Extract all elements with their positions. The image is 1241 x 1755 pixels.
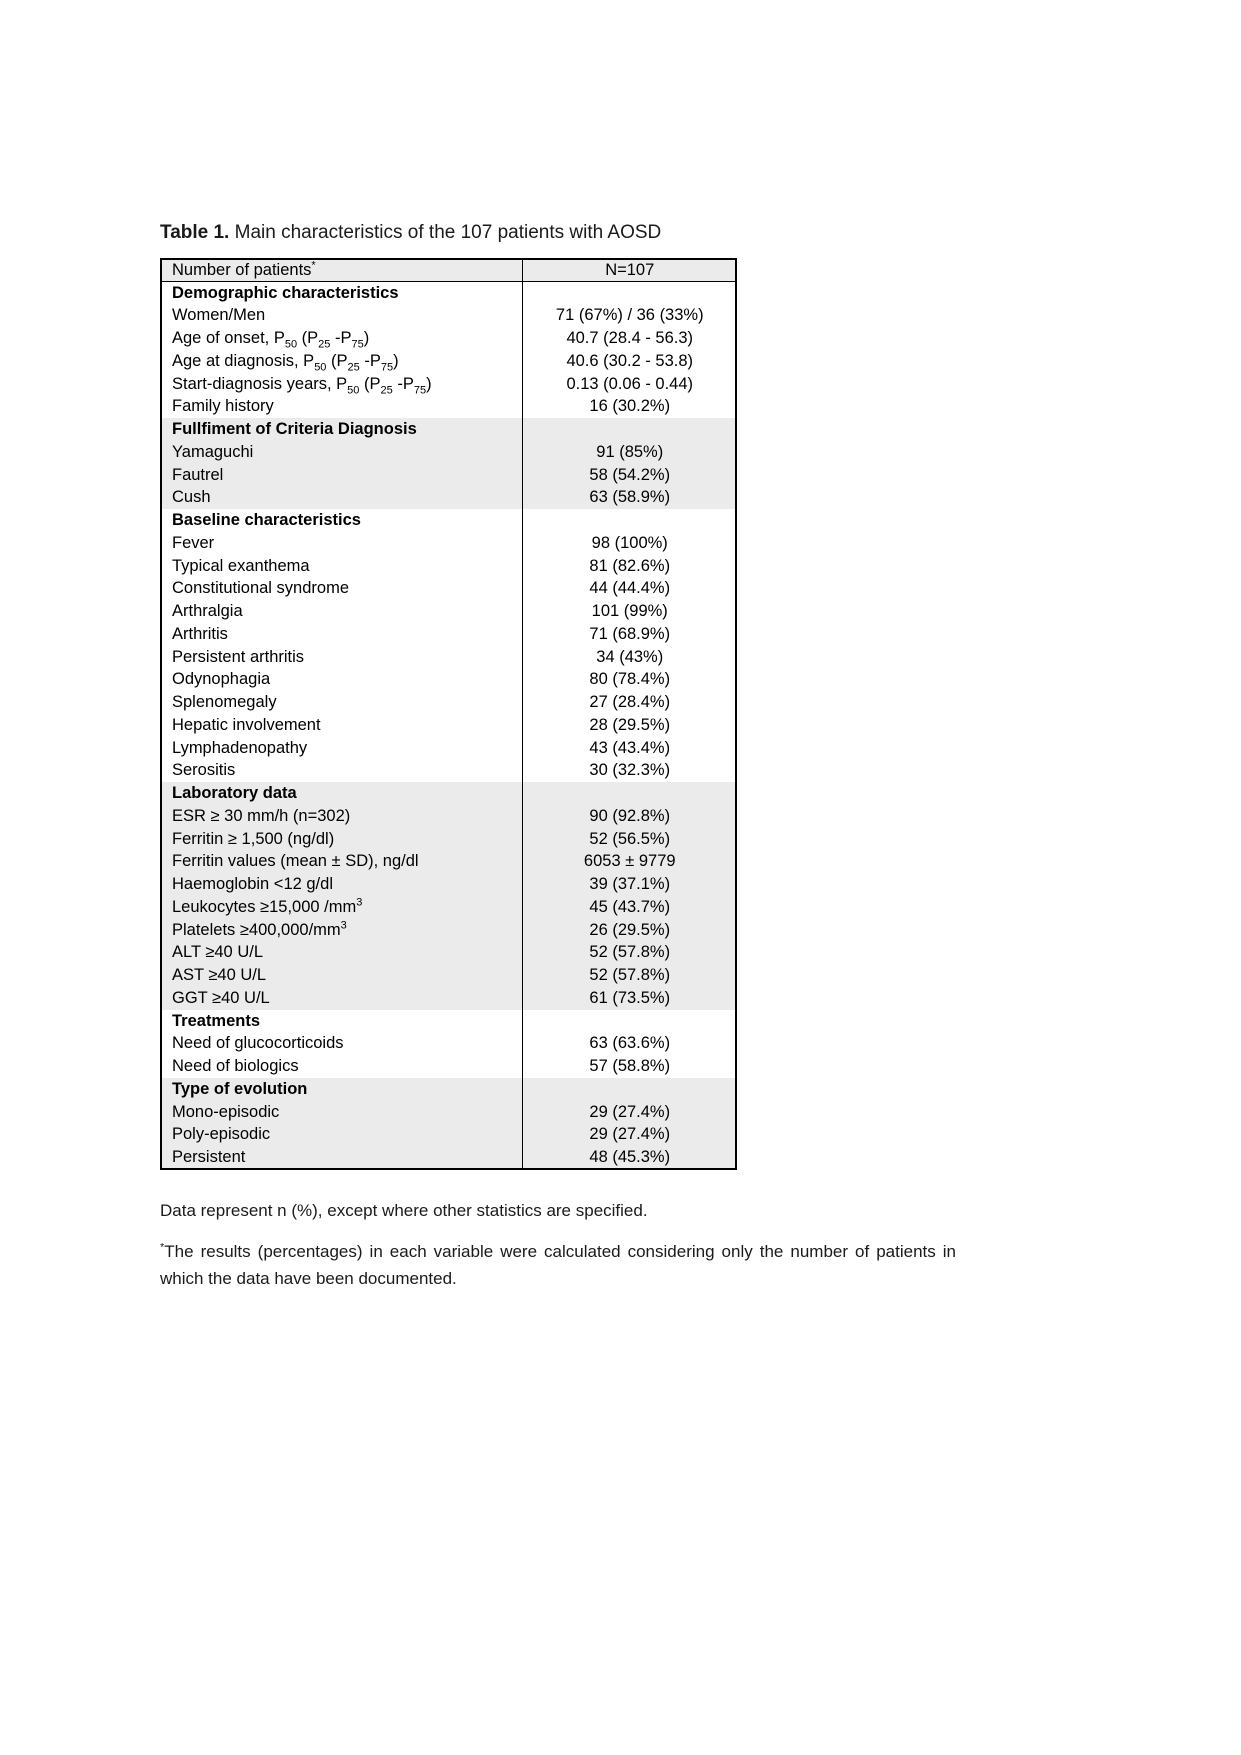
row-label: Need of glucocorticoids (161, 1033, 522, 1056)
row-value: 45 (43.7%) (522, 896, 736, 919)
row-value: 29 (27.4%) (522, 1124, 736, 1147)
table-row (161, 737, 736, 760)
row-label: Haemoglobin <12 g/dl (161, 873, 522, 896)
table-row (161, 873, 736, 896)
row-value: 91 (85%) (522, 441, 736, 464)
row-label: Start-diagnosis years, $P_{50}$ ($P_{25}$ $-P_{75}$) (161, 373, 522, 396)
row-label: Platelets $\ge 400,000/mm^3$ (161, 919, 522, 942)
row-label: AST ≥40 U/L (161, 964, 522, 987)
row-label: Hepatic involvement (161, 714, 522, 737)
table-row (161, 714, 736, 737)
row-label: Family history (161, 396, 522, 419)
table-row (161, 646, 736, 669)
row-label: GGT ≥40 U/L (161, 987, 522, 1010)
row-label: Age of onset, $P_{50}$ ($P_{25}$ $-P_{75}$) (161, 327, 522, 350)
section-header-row (161, 782, 736, 805)
row-label: Leukocytes ≥15,000 $/mm^3$ (161, 896, 522, 919)
table-row (161, 1101, 736, 1124)
table-row (161, 600, 736, 623)
row-value: 39 (37.1%) (522, 873, 736, 896)
section-title: Treatments (161, 1010, 522, 1033)
table-row (161, 828, 736, 851)
table-header-row (161, 259, 736, 282)
table-row (161, 1055, 736, 1078)
table-row (161, 896, 736, 919)
row-value: 81 (82.6%) (589, 556, 671, 575)
row-label: Arthralgia (161, 600, 522, 623)
row-value: 34 (43%) (596, 647, 664, 666)
row-label: Persistent (161, 1146, 522, 1169)
section-title-spacer (522, 782, 736, 805)
footnote-marker: * (160, 1241, 165, 1254)
table-row (161, 669, 736, 692)
table-row (161, 964, 736, 987)
row-label: Cush (161, 487, 522, 510)
table-row (161, 327, 736, 350)
section-header-row (161, 1078, 736, 1101)
row-value: 71 (68.9%) (589, 624, 671, 643)
header-value-cell: N=107 (522, 259, 736, 282)
row-label: ALT ≥40 U/L (161, 942, 522, 965)
row-label: Splenomegaly (161, 691, 522, 714)
row-value: 90 (92.8%) (522, 805, 736, 828)
table-row (161, 555, 736, 578)
section-title: Fullfiment of Criteria Diagnosis (161, 418, 522, 441)
row-label: Persistent arthritis (161, 646, 522, 669)
table-row (161, 691, 736, 714)
row-label: Arthritis (161, 623, 522, 646)
table-row (161, 1033, 736, 1056)
table-row (161, 919, 736, 942)
row-label: Mono-episodic (161, 1101, 522, 1124)
row-value: 28 (29.5%) (589, 715, 671, 734)
row-label: Need of biologics (161, 1055, 522, 1078)
row-label: Fautrel (161, 464, 522, 487)
row-value: 57 (58.8%) (589, 1057, 671, 1076)
row-value: 6053 ± 9779 (522, 851, 736, 874)
table-row (161, 942, 736, 965)
table-title-text: Main characteristics of the 107 patients with AOSD (229, 222, 662, 243)
table-row (161, 987, 736, 1010)
section-title: Demographic characteristics (161, 282, 522, 305)
table-row (161, 1124, 736, 1147)
row-value: 80 (78.4%) (589, 670, 671, 689)
row-value: 43 (43.4%) (589, 738, 671, 757)
section-title: Baseline characteristics (161, 509, 522, 532)
row-value: 52 (56.5%) (522, 828, 736, 851)
row-label: Poly-episodic (161, 1124, 522, 1147)
row-value: 26 (29.5%) (522, 919, 736, 942)
table-row (161, 464, 736, 487)
row-value: 0.13 (0.06 - 0.44) (566, 374, 694, 393)
section-title: Type of evolution (161, 1078, 522, 1101)
table-row (161, 350, 736, 373)
row-label: Women/Men (161, 305, 522, 328)
row-value: 30 (32.3%) (589, 761, 671, 780)
section-title: Laboratory data (161, 782, 522, 805)
section-header-row (161, 418, 736, 441)
row-value: 48 (45.3%) (522, 1146, 736, 1169)
table-footnote (160, 1238, 956, 1292)
row-label: Constitutional syndrome (161, 578, 522, 601)
row-value: 16 (30.2%) (589, 397, 671, 416)
row-label: Typical exanthema (161, 555, 522, 578)
section-header-row (161, 1010, 736, 1033)
characteristics-table (160, 258, 737, 1170)
row-value: 101 (99%) (591, 602, 668, 621)
row-label: ESR ≥ 30 mm/h (n=302) (161, 805, 522, 828)
row-value: 52 (57.8%) (522, 964, 736, 987)
row-label: Fever (161, 532, 522, 555)
section-title-spacer (522, 509, 736, 532)
row-label: Yamaguchi (161, 441, 522, 464)
table-note: Data represent n (%), except where other statistics are specified. (160, 1201, 648, 1220)
section-title-spacer (522, 282, 736, 305)
section-title-spacer (522, 418, 736, 441)
footnote-text: The results (percentages) in each variable were calculated considering only the number of patients in which the data have been documented. (160, 1242, 956, 1288)
row-value: 63 (58.9%) (522, 487, 736, 510)
table-row (161, 373, 736, 396)
row-label: Serositis (161, 760, 522, 783)
row-value: 44 (44.4%) (589, 579, 671, 598)
row-label: Ferritin ≥ 1,500 (ng/dl) (161, 828, 522, 851)
header-label-cell: Number of patients* (161, 259, 522, 282)
table-row (161, 578, 736, 601)
row-value: 40.7 (28.4 - 56.3) (566, 329, 694, 348)
table-row (161, 623, 736, 646)
row-value: 61 (73.5%) (522, 987, 736, 1010)
row-label: Odynophagia (161, 669, 522, 692)
table-row (161, 305, 736, 328)
table-row (161, 487, 736, 510)
row-value: 27 (28.4%) (589, 693, 671, 712)
row-value: 29 (27.4%) (522, 1101, 736, 1124)
row-label: Age at diagnosis, $P_{50}$ ($P_{25}$ $-P_{75}$) (161, 350, 522, 373)
section-title-spacer (522, 1010, 736, 1033)
row-label: Ferritin values (mean ± SD), ng/dl (161, 851, 522, 874)
row-value: 63 (63.6%) (589, 1034, 671, 1053)
row-label: Lymphadenopathy (161, 737, 522, 760)
table-row (161, 760, 736, 783)
table-row (161, 1146, 736, 1169)
table-row (161, 441, 736, 464)
table-body (161, 282, 736, 1169)
section-header-row (161, 509, 736, 532)
table-row (161, 532, 736, 555)
row-value: 71 (67%) / 36 (33%) (555, 306, 704, 325)
row-value: 58 (54.2%) (522, 464, 736, 487)
table-row (161, 805, 736, 828)
table-row (161, 851, 736, 874)
row-value: 52 (57.8%) (522, 942, 736, 965)
row-value: 40.6 (30.2 - 53.8) (566, 351, 694, 370)
table-title-label: Table 1. (160, 222, 230, 243)
table-row (161, 396, 736, 419)
section-title-spacer (522, 1078, 736, 1101)
table-title (160, 222, 661, 244)
section-header-row (161, 282, 736, 305)
row-value: 98 (100%) (591, 533, 668, 552)
